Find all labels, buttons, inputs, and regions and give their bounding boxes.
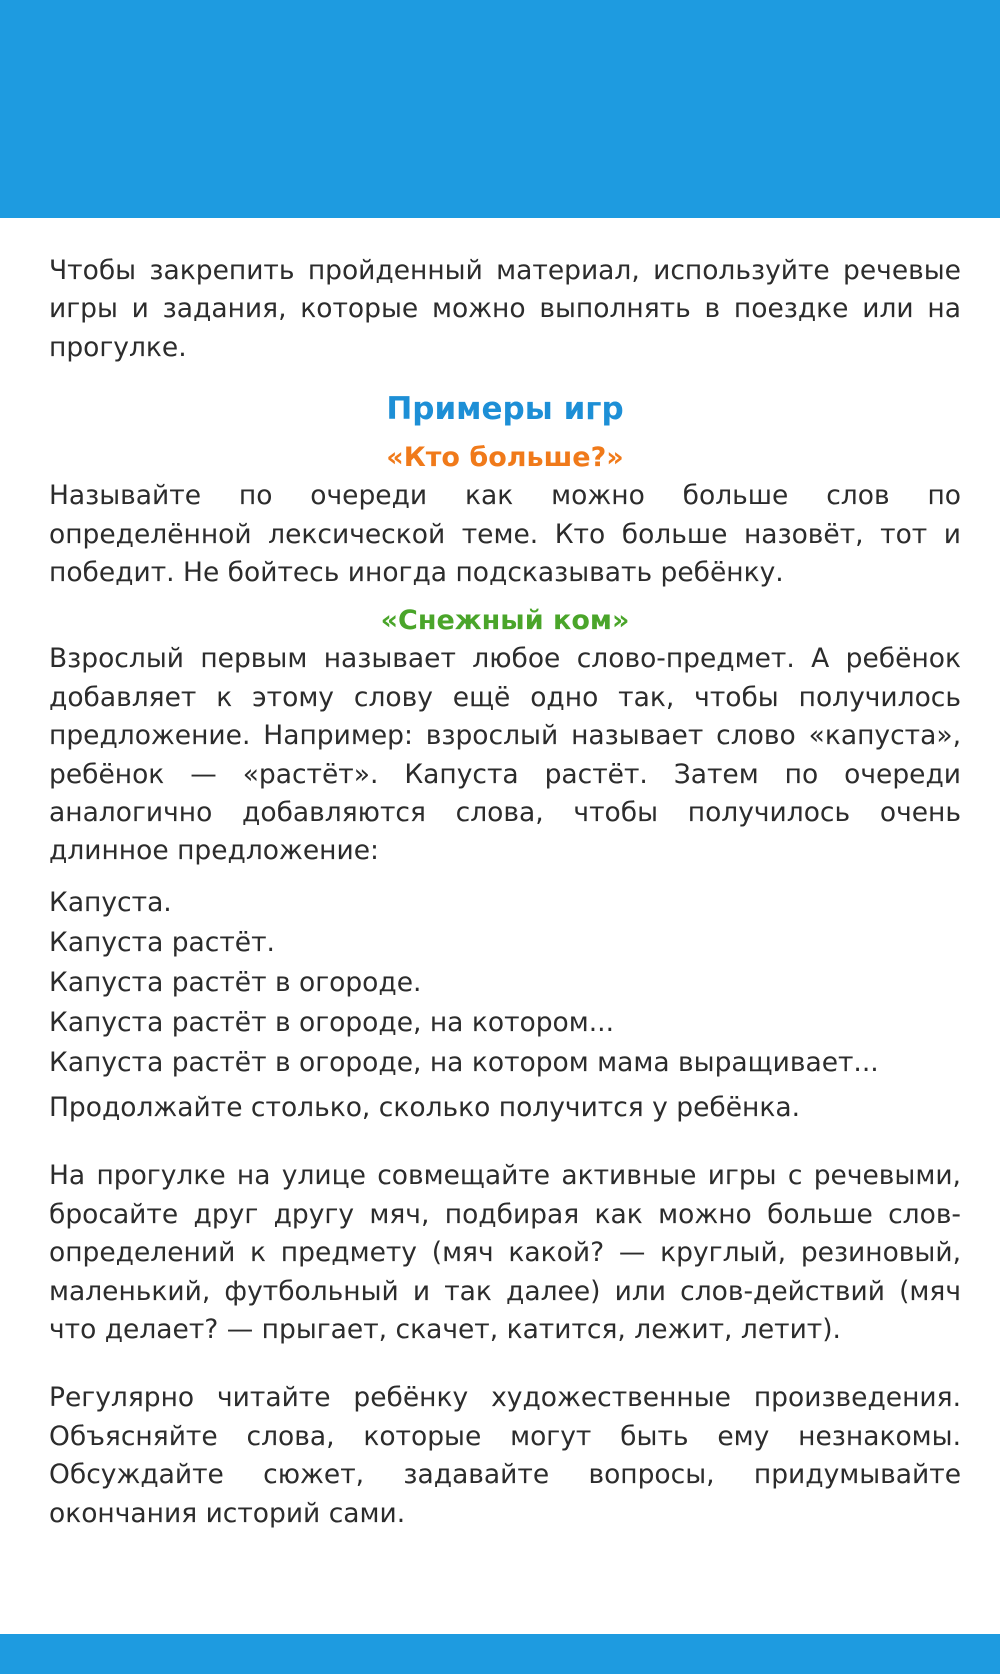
- snowball-examples: [49, 883, 961, 1083]
- bottom-color-band: [0, 1634, 1000, 1674]
- game-title-who-more: «Кто больше?»: [386, 442, 624, 474]
- example-line: Капуста.: [49, 886, 172, 918]
- snowball-continue-text: Продолжайте столько, сколько получится у ребёнка.: [49, 1091, 801, 1123]
- section-heading: Примеры игр: [386, 391, 624, 428]
- example-line: Капуста растёт в огороде, на котором...: [49, 1006, 615, 1038]
- intro-paragraph: Чтобы закрепить пройденный материал, используйте речевые игры и задания, которые можно выполнять в поездке или на прогулке.: [49, 255, 961, 363]
- top-color-band: [0, 0, 1000, 218]
- example-line: Капуста растёт в огороде.: [49, 966, 422, 998]
- reading-paragraph: Регулярно читайте ребёнку художественные произведения. Объясняйте слова, которые могут быть ему незнакомы. Обсуждайте сюжет, задавайте вопросы, придумывайте окончания историй сами.: [49, 1382, 961, 1529]
- game-title-snowball: «Снежный ком»: [380, 605, 630, 637]
- example-line: Капуста растёт.: [49, 926, 275, 958]
- page-content: [49, 252, 961, 1533]
- game-text-who-more: Называйте по очереди как можно больше слов по определённой лексической теме. Кто больше назовёт, тот и победит. Не бойтесь иногда подсказывать ребёнку.: [49, 480, 961, 589]
- example-line: Капуста растёт в огороде, на котором мама выращивает...: [49, 1046, 879, 1078]
- walk-paragraph: На прогулке на улице совмещайте активные игры с речевыми, бросайте друг другу мяч, подбирая как можно больше слов-определений к предмету (мяч какой? — круглый, резиновый, маленький, футбольный и так далее) или слов-действий (мяч что делает? — прыгает, скачет, катится, лежит, летит).: [49, 1160, 961, 1345]
- game-text-snowball: Взрослый первым называет любое слово-предмет. А ребёнок добавляет к этому слову ещё одно так, чтобы получилось предложение. Например: взрослый называет слово «капуста», ребёнок — «растёт». Капуста растёт. Затем по очереди аналогично добавляются слова, чтобы получилось очень длинное предложение:: [49, 643, 961, 867]
